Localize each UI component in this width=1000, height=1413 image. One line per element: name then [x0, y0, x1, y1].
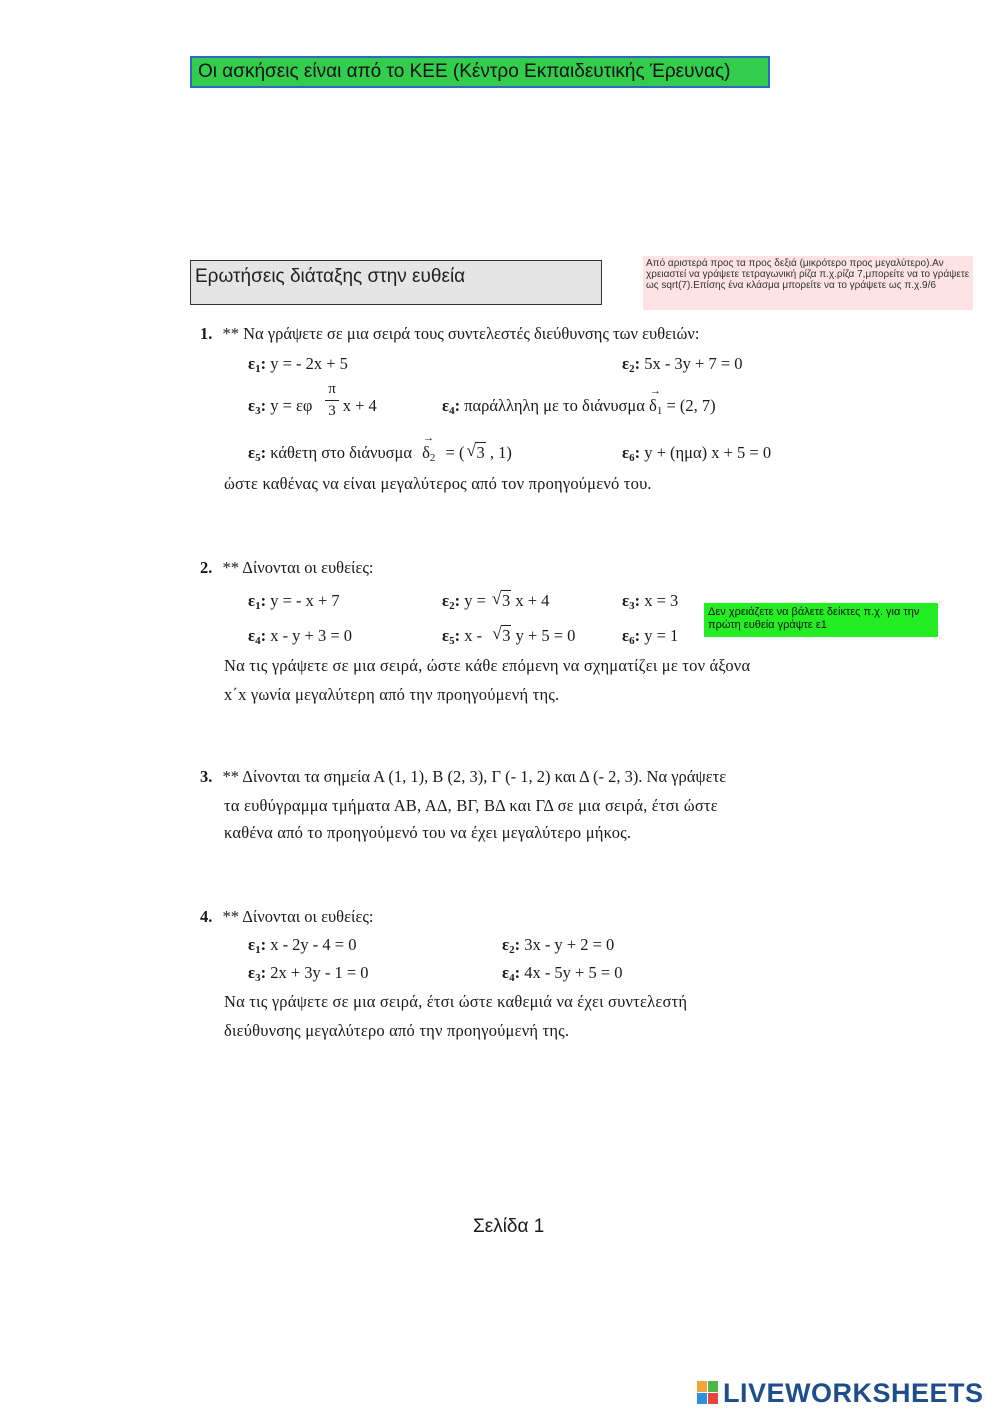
q1-intro: ** Να γράψετε σε μια σειρά τους συντελεστές διεύθυνσης των ευθειών:: [222, 324, 700, 343]
instruction-note: Από αριστερά προς τα προς δεξιά (μικρότερο προς μεγαλύτερο).Αν χρειαστεί να γράψετε τετραγωνική ρίζα π.χ.ρίζα 7,μπορείτε να το γράψετε ως sqrt(7).Επίσης ένα κλάσμα μπορείτε να το γράψετε ως π.χ.9/6: [643, 256, 973, 310]
q2-eq-e5: $\varepsilon_5$: x - √ 3 y + 5 = 0: [442, 626, 575, 647]
q2-number: 2.: [200, 558, 213, 577]
q1-intro-line: [200, 324, 699, 344]
q2-eq-e6: $\varepsilon_6$: y = 1: [622, 626, 679, 647]
q2-eq-e4: $\varepsilon_4$: x - y + 3 = 0: [248, 626, 353, 647]
q4-number: 4.: [200, 907, 213, 926]
q3-number: 3.: [200, 767, 213, 786]
page-number: Σελίδα 1: [473, 1216, 545, 1237]
q2-intro: ** Δίνονται οι ευθείες:: [222, 558, 374, 577]
q3-line2: τα ευθύγραμμα τμήματα ΑΒ, ΑΔ, ΒΓ, ΒΔ και ΓΔ σε μια σειρά, έτσι ώστε: [224, 796, 718, 815]
q3-line1-row: [200, 767, 726, 787]
q1-outro: ώστε καθένας να είναι μεγαλύτερος από τον προηγούμενό του.: [224, 474, 652, 493]
sqrt-3: √ 3: [466, 443, 485, 463]
liveworksheets-logo-text[interactable]: LIVEWORKSHEETS: [723, 1378, 984, 1408]
q4-eq-e3: $\varepsilon_3$: 2x + 3y - 1 = 0: [248, 963, 369, 984]
q4-line2: διεύθυνσης μεγαλύτερο από την προηγούμενή της.: [224, 1021, 570, 1040]
sqrt-3: √ 3: [492, 591, 511, 611]
q1-eq-e3: $\varepsilon_3$: y = εφ x + 4: [248, 396, 377, 417]
q1-eq-e5: $\varepsilon_5$: κάθετη στο διάνυσμα → $\delta_2$ = (√ 3 , 1): [248, 443, 512, 464]
q4-intro-line: [200, 907, 374, 927]
section-title: Ερωτήσεις διάταξης στην ευθεία: [190, 260, 602, 305]
q3-line1: ** Δίνονται τα σημεία Α (1, 1), Β (2, 3), Γ (- 1, 2) και Δ (- 2, 3). Να γράψετε: [222, 767, 727, 786]
q4-intro: ** Δίνονται οι ευθείες:: [222, 907, 374, 926]
q1-eq-e1: $\varepsilon_1$: y = - 2x + 5: [248, 354, 348, 375]
vector-delta-1: → $\delta_1$: [649, 385, 663, 417]
q4-line1: Να τις γράψετε σε μια σειρά, έτσι ώστε καθεμιά να έχει συντελεστή: [224, 992, 688, 1011]
q1-e3-fraction: π 3: [325, 381, 339, 420]
q1-eq-e4: $\varepsilon_4$: παράλληλη με το διάνυσμα → $\delta_1 = (2$, 7): [442, 385, 716, 417]
hint-note: Δεν χρειάζετε να βάλετε δείκτες π.χ. για την πρώτη ευθεία γράψτε ε1: [704, 603, 938, 637]
sqrt-3: √ 3: [492, 626, 511, 646]
q2-eq-e2: $\varepsilon_2$: y = √ 3 x + 4: [442, 591, 549, 612]
q3-line3: καθένα από το προηγούμενό του να έχει μεγαλύτερο μήκος.: [224, 823, 632, 842]
liveworksheets-logo-icon: [697, 1381, 719, 1405]
q4-eq-e1: $\varepsilon_1$: x - 2y - 4 = 0: [248, 935, 357, 956]
q2-eq-e1: $\varepsilon_1$: y = - x + 7: [248, 591, 340, 612]
q4-eq-e2: $\varepsilon_2$: 3x - y + 2 = 0: [502, 935, 615, 956]
q4-eq-e4: $\varepsilon_4$: 4x - 5y + 5 = 0: [502, 963, 623, 984]
q2-line1: Να τις γράψετε σε μια σειρά, ώστε κάθε επόμενη να σχηματίζει με τον άξονα: [224, 656, 751, 675]
q2-intro-line: [200, 558, 374, 578]
q1-number: 1.: [200, 324, 213, 343]
q2-line2: x΄x γωνία μεγαλύτερη από την προηγούμενή της.: [224, 685, 560, 704]
q1-eq-e2: $\varepsilon_2$: 5x - 3y + 7 = 0: [622, 354, 743, 375]
q1-eq-e6: $\varepsilon_6$: y + (ημα) x + 5 = 0: [622, 443, 772, 464]
source-banner: Οι ασκήσεις είναι από το ΚΕΕ (Κέντρο Εκπαιδευτικής Έρευνας): [190, 56, 770, 88]
q2-eq-e3: $\varepsilon_3$: x = 3: [622, 591, 679, 612]
vector-delta-2: → $\delta_2$: [422, 432, 436, 464]
